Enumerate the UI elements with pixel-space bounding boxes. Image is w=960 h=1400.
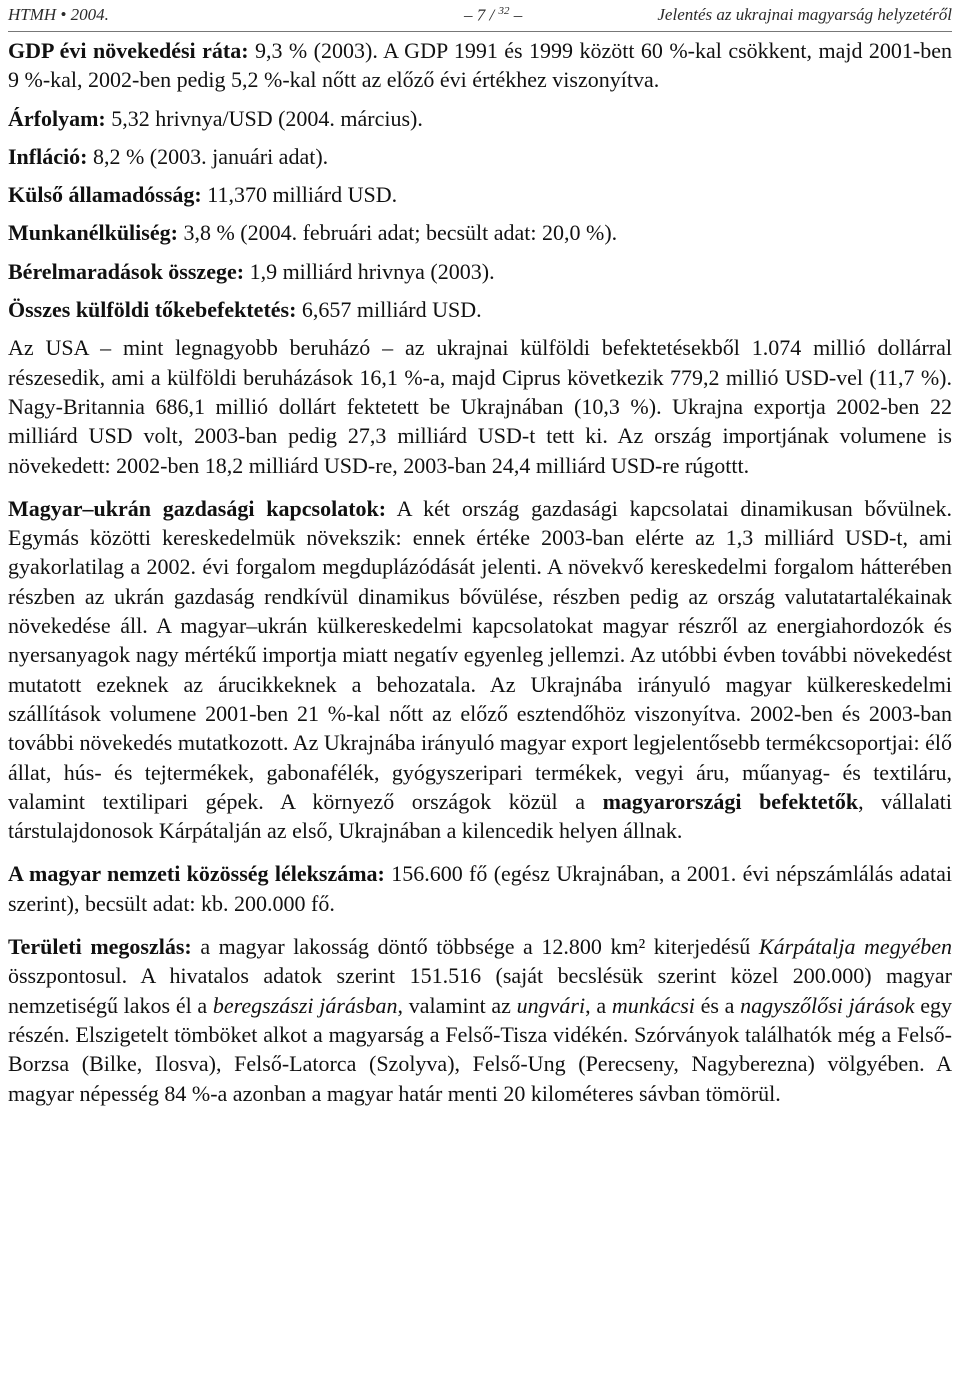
debt-label: Külső államadósság: (8, 182, 202, 208)
inflation-text: 8,2 % (2003. januári adat). (87, 143, 329, 169)
page-current: 7 (476, 5, 486, 25)
distribution-italic-ungvar: ungvári (516, 992, 586, 1018)
distribution-paragraph (8, 932, 952, 1108)
relations-paragraph (8, 494, 952, 846)
wage-arrears-paragraph (8, 257, 952, 286)
relations-text-1: A két ország gazdasági kapcsolatai dinamikusan bővülnek. Egymás közötti kereskedelmük növekszik: ennek értéke 2003-ban elérte az 1,3 milliárd USD-t, ami gyakorlatilag a 2002. évi forgalom megduplázódását jelenti. A növekvő kereskedelmi forgalom hátterében részben az ukrán gazdaság rendkívül dinamikus bővülése, részben pedig az ország valutatartalékainak növekedése áll. A magyar–ukrán külkereskedelmi kapcsolatokat magyar részről az energiahordozók és nyersanyagok nagy mértékű importja miatt negatív egyenleg jellemzi. Az utóbbi évben további növekedést mutatott ezeknek az árucikkeknek a behozatala. Az Ukrajnába irányuló magyar külkereskedelmi szállítások volumene 2001-ben 21 %-kal nőtt az előző esztendőhöz viszonyítva. 2002-ben és 2003-ban további növekedés mutatkozott. Az Ukrajnába irányuló magyar export legjelentősebb termékcsoportjai: élő állat, hús- és tejtermékek, gabonafélék, gyógyszeripari termékek, vegyi áru, műanyag- és textiláru, valamint textilipari gépek. A környező országok közül a (8, 495, 952, 814)
header-rule (8, 31, 952, 32)
population-text: 156.600 fő (egész Ukrajnában, a 2001. évi népszámlálás adatai szerint), becsült adat: kb. 200.000 fő. (8, 861, 952, 916)
unemployment-label: Munkanélküliség: (8, 220, 178, 246)
exchange-paragraph (8, 104, 952, 133)
fdi-label: Összes külföldi tőkebefektetés: (8, 297, 297, 323)
distribution-italic-county: Kárpátalja megyében (758, 934, 952, 960)
fdi-text: 6,657 milliárd USD. (296, 297, 482, 323)
investors-paragraph: Az USA – mint legnagyobb beruházó – az ukrajnai külföldi befektetésekből 1.074 millió dollárral részesedik, ami a külföldi beruházások 16,1 %-a, majd Ciprus következik 779,2 millió USD-vel (11,7 %). Nagy-Britannia 686,1 millió dollárt fektetett be Ukrajnában (10,3 %). Ukrajna exportja 2002-ben 22 milliárd USD volt, 2003-ban pedig 27,3 milliárd USD-t tett ki. Az ország importjának volumene is növekedett: 2002-ben 18,2 milliárd USD-re, 2003-ban 24,4 milliárd USD-re rúgottt. (8, 335, 952, 478)
gdp-text: 9,3 % (2003). A GDP 1991 és 1999 között 60 %-kal csökkent, majd 2001-ben 9 %-kal, 2002-ben pedig 5,2 %-kal nőtt az előző évi értékhez viszonyítva. (8, 38, 952, 93)
debt-paragraph (8, 180, 952, 209)
distribution-text-1: a magyar lakosság döntő többsége a 12.800 km² kiterjedésű (191, 934, 759, 960)
distribution-italic-beregszasz: beregszászi járásban (212, 992, 398, 1018)
distribution-text-4: , a (585, 992, 612, 1018)
relations-bold-investors: magyarországi befektetők (602, 788, 859, 814)
page-number: – 7 / $^{32}$ – (464, 5, 523, 25)
fdi-paragraph (8, 295, 952, 324)
distribution-italic-munkacs: munkácsi (611, 992, 695, 1018)
gdp-label: GDP évi növekedési ráta: (8, 38, 249, 63)
wage-arrears-text: 1,9 milliárd hrivnya (2003). (244, 258, 495, 284)
relations-text-2: , vállalati társtulajdonosok Kárpátalján az első, Ukrajnában a kilencedik helyen állnak. (8, 788, 953, 844)
running-header (8, 5, 952, 31)
distribution-text-3: , valamint az (397, 992, 517, 1018)
population-paragraph (8, 859, 952, 918)
header-publication: HTMH • 2004. (8, 5, 109, 24)
relations-label: Magyar–ukrán gazdasági kapcsolatok: (8, 495, 387, 521)
exchange-label: Árfolyam: (8, 105, 106, 131)
distribution-label: Területi megoszlás: (8, 934, 192, 960)
page-total: 32 (498, 5, 510, 17)
debt-text: 11,370 milliárd USD. (201, 182, 398, 208)
gdp-paragraph (8, 36, 952, 95)
distribution-italic-nagyszolos: nagyszőlősi járások (740, 992, 915, 1018)
distribution-text-6: egy részén. Elszigetelt tömböket alkot a magyarság a Felső-Tisza vidékén. Szórványok találhatók még a Felső-Borzsa (Bilke, Ilosva), Felső-Latorca (Szolyva), Felső-Ung (Perecseny, Nagyberezna) völgyében. A magyar népesség 84 %-a azonban a magyar határ menti 20 kilométeres sávban tömörül. (8, 992, 953, 1106)
population-label: A magyar nemzeti közösség lélekszáma: (8, 861, 385, 887)
unemployment-text: 3,8 % (2004. februári adat; becsült adat: 20,0 %). (177, 220, 618, 246)
inflation-paragraph (8, 142, 952, 171)
unemployment-paragraph (8, 218, 952, 247)
wage-arrears-label: Bérelmaradások összege: (8, 258, 245, 284)
document-body (8, 36, 952, 1122)
distribution-text-2: összpontosul. A hivatalos adatok szerint 151.516 (saját becslésük szerint közel 200.000) magyar nemzetiségű lakos él a (8, 963, 952, 1018)
distribution-text-5: és a (694, 992, 741, 1018)
inflation-label: Infláció: (8, 143, 88, 169)
exchange-text: 5,32 hrivnya/USD (2004. március). (105, 105, 423, 131)
header-report-title: Jelentés az ukrajnai magyarság helyzetéről (657, 5, 952, 24)
